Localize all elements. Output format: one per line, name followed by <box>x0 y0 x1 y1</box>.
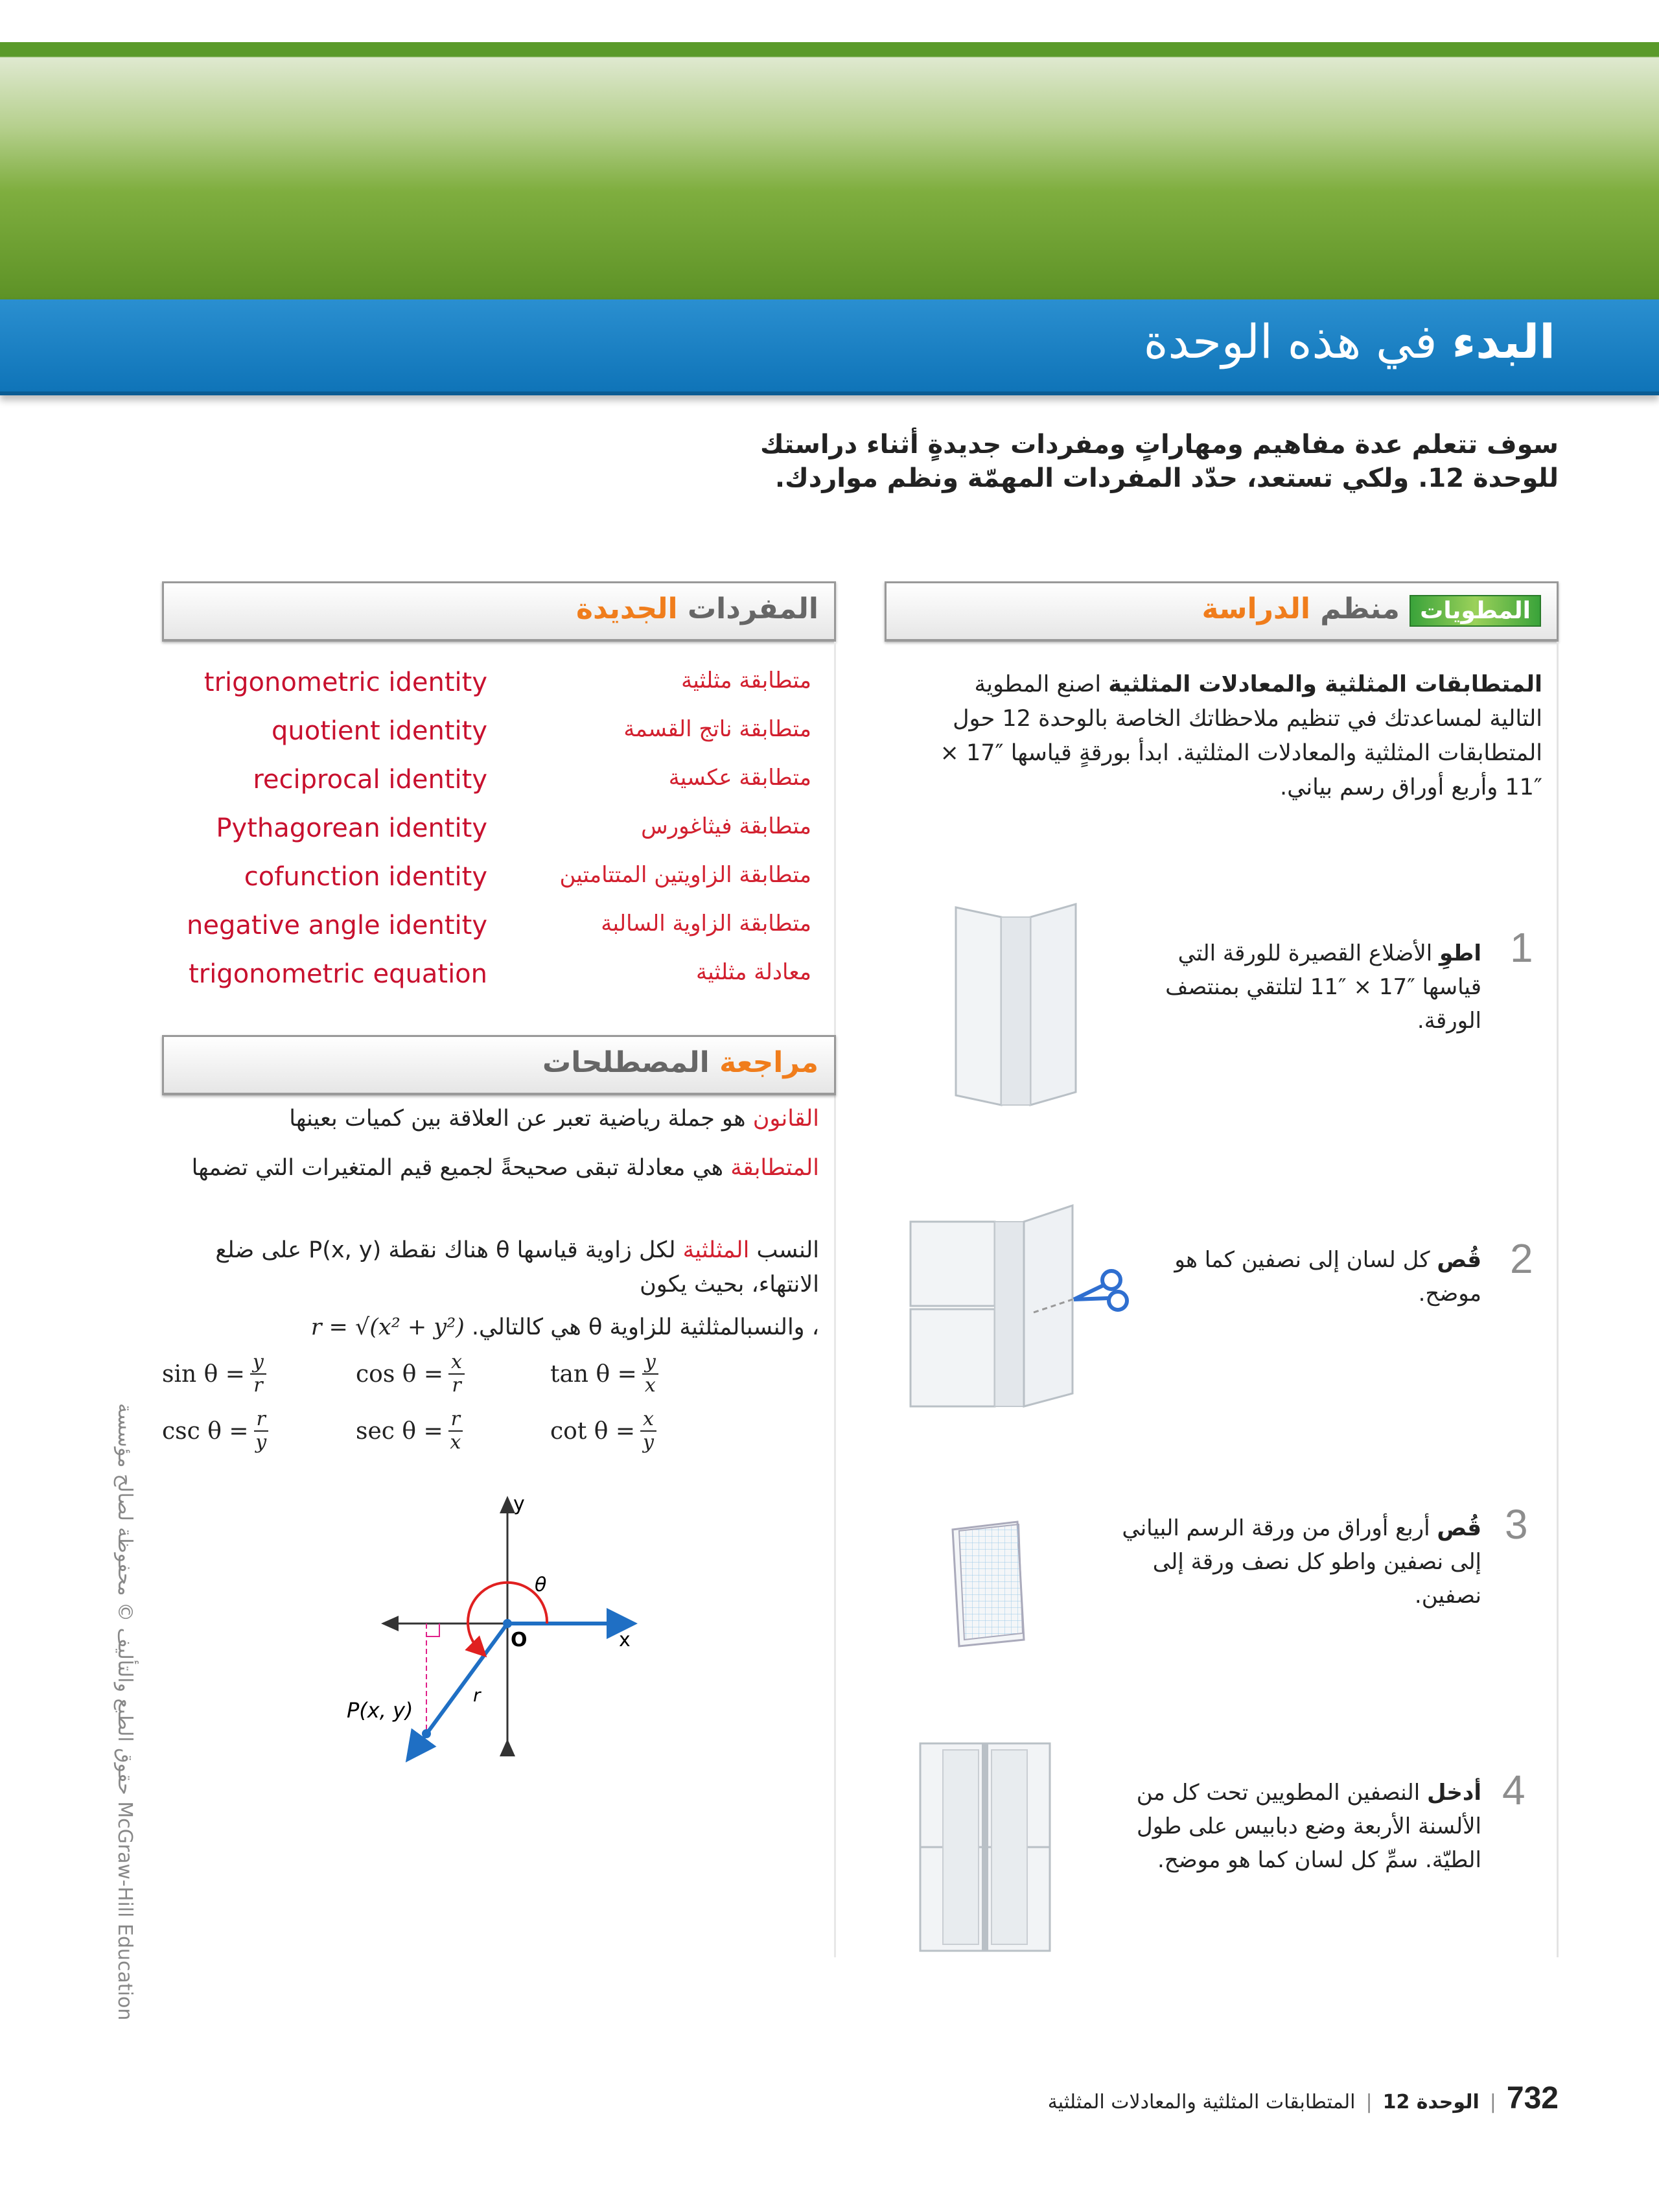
folded-paper-illustration <box>946 898 1089 1112</box>
angle-diagram <box>347 1491 648 1763</box>
svg-text:x: x <box>619 1629 631 1651</box>
review-item: المتطابقة هي معادلة تبقى صحيحةً لجميع قيم المتغيرات التي تضمها <box>191 1155 819 1181</box>
vocab-item: معادلة مثلثية trigonometric equation <box>189 959 811 989</box>
top-green-banner <box>0 42 1659 299</box>
step-number: 4 <box>1502 1767 1526 1813</box>
vocab-header: المفردات الجديدة <box>162 581 836 642</box>
step-3: قُص أربع أوراق من ورقة الرسم البياني إلى نصفين واطو كل نصف ورقة إلى نصفين. <box>1122 1515 1481 1609</box>
page-number: 732 <box>1506 2081 1559 2115</box>
svg-text:θ: θ <box>535 1574 547 1596</box>
stapled-foldable-illustration <box>917 1740 1060 1961</box>
formula-cos: cos θ = $\frac{x}{r}$ <box>356 1351 465 1397</box>
review-header: مراجعة المصطلحات <box>162 1035 836 1095</box>
cut-flaps-illustration <box>904 1202 1137 1423</box>
foldables-badge: المطويات <box>1410 595 1541 627</box>
copyright-notice: حقوق الطبع والتأليف © محفوظة لصالح مؤسسة McGraw-Hill Education <box>113 1403 136 2021</box>
step-number: 3 <box>1505 1501 1528 1548</box>
scissors-icon <box>1074 1271 1127 1310</box>
vocab-item: متطابقة فيثاغورس Pythagorean identity <box>216 813 811 843</box>
review-item: القانون هو جملة رياضية تعبر عن العلاقة بين كميات بعينها <box>289 1106 819 1132</box>
step-1: اطوِ الأضلاع القصيرة للورقة التي قياسها ″17 × ″11 لتلتقي بمنتصف الورقة. <box>1165 940 1481 1034</box>
formula-sin: sin θ = $\frac{y}{r}$ <box>162 1351 266 1397</box>
vocab-item: متطابقة الزاوية السالبة negative angle identity <box>187 911 811 940</box>
svg-text:r: r <box>473 1684 481 1706</box>
step-4: أدخل النصفين المطويين تحت كل من الألسنة الأربعة وضع دبابيس على طول الطيّة. سمِّ كل لسان كما هو موضح. <box>1136 1780 1481 1873</box>
intro-text: سوف تتعلم عدة مفاهيم ومهاراتٍ ومفردات جديدةٍ أثناء دراستك للوحدة 12. ولكي تستعد، حدّد المفردات المهمّة ونظم مواردك. <box>760 430 1559 493</box>
vocab-item: متطابقة عكسية reciprocal identity <box>253 765 811 795</box>
vocab-item: متطابقة مثلثية trigonometric identity <box>203 668 811 697</box>
vocab-list <box>162 668 836 1005</box>
svg-text:P(x, y): P(x, y) <box>347 1698 413 1723</box>
chapter-title: المتطابقات المثلثية والمعادلات المثلثية <box>1047 2091 1356 2113</box>
graph-paper-illustration <box>946 1517 1037 1653</box>
svg-text:y: y <box>513 1493 525 1515</box>
step-number: 2 <box>1510 1235 1533 1282</box>
vocab-item: متطابقة ناتج القسمة quotient identity <box>272 716 811 746</box>
step-2: قُص كل لسان إلى نصفين كما هو موضح. <box>1174 1247 1481 1307</box>
step-number: 1 <box>1510 924 1533 971</box>
formula-tan: tan θ = $\frac{y}{x}$ <box>550 1351 658 1397</box>
page-title: البدء في هذه الوحدة <box>1143 314 1555 369</box>
organizer-intro: المتطابقات المثلثية والمعادلات المثلثية اصنع المطوية التالية لمساعدتك في تنظيم ملاحظاتك الخاصة بالوحدة 12 حول المتطابقات المثلثية والمعادلات المثلثية. ابدأ بورقةٍ قياسها ″17 × ″11 وأربع أوراق رسم بياني. <box>940 671 1542 800</box>
unit-label: الوحدة 12 <box>1382 2091 1479 2113</box>
formula-sec: sec θ = $\frac{r}{x}$ <box>356 1408 463 1454</box>
column-divider <box>1557 642 1559 1957</box>
organizer-header: المطويات منظم الدراسة <box>885 581 1559 642</box>
review-item: النسب المثلثية لكل زاوية قياسها θ هناك نقطة P(x, y) على ضلع الانتهاء، بحيث يكون <box>215 1237 819 1298</box>
formula-cot: cot θ = $\frac{x}{y}$ <box>550 1408 656 1454</box>
formula-csc: csc θ = $\frac{r}{y}$ <box>162 1408 268 1454</box>
footer: 732 | الوحدة 12 | المتطابقات المثلثية والمعادلات المثلثية <box>1047 2081 1559 2115</box>
vocab-item: متطابقة الزاويتين المتتامتين cofunction identity <box>244 862 811 892</box>
svg-text:O: O <box>511 1629 528 1651</box>
radius-formula-line: ، والنسبالمثلثية للزاوية θ هي كالتالي. r = √(x² + y²) <box>310 1314 819 1340</box>
